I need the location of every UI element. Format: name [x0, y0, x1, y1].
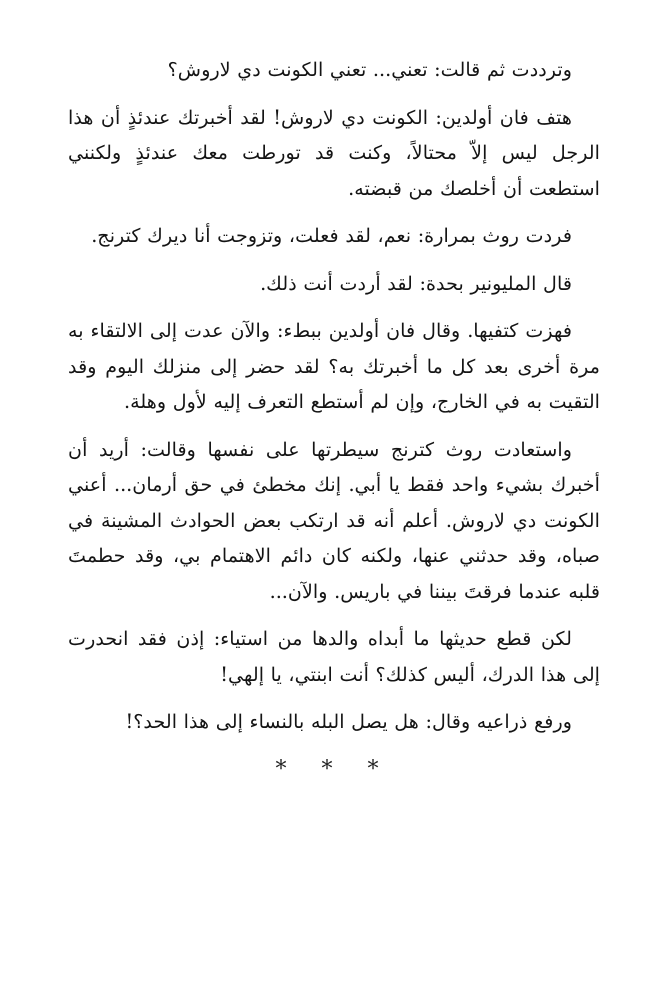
paragraph-6: واستعادت روث كترنج سيطرتها على نفسها وقالت: أريد أن أخبرك بشيء واحد فقط يا أبي. إنك مخطئ في حق أرمان... أعني الكونت دي لاروش. أعلم أنه قد ارتكب بعض الحوادث المشينة في صباه، وقد حدثني عنها، ولكنه كان دائم الاهتمام بي، وقد حطمتَ قلبه عندما فرقتَ بيننا في باريس. والآن...: [68, 437, 600, 603]
paragraph-4: قال المليونير بحدة: لقد أردت أنت ذلك.: [260, 271, 572, 295]
section-divider: * * *: [275, 756, 393, 782]
paragraph-8: ورفع ذراعيه وقال: هل يصل البله بالنساء إلى هذا الحد؟!: [125, 710, 572, 733]
paragraph-2: هتف فان أولدين: الكونت دي لاروش! لقد أخبرتك عندئذٍ أن هذا الرجل ليس إلاّ محتالاً، وكنت قد تورطت معك عندئذٍ ولكنني استطعت أن أخلصك من قبضته.: [68, 105, 600, 200]
paragraph-1: وترددت ثم قالت: تعني... تعني الكونت دي لاروش؟: [167, 58, 572, 81]
page-content: [68, 52, 600, 787]
paragraph-5: فهزت كتفيها. وقال فان أولدين ببطء: والآن عدت إلى الالتقاء به مرة أخرى بعد كل ما أخبرتك به؟ لقد حضر إلى منزلك اليوم وقد التقيت به في الخارج، وإن لم أستطع التعرف إليه لأول وهلة.: [68, 319, 600, 413]
paragraph-7: لكن قطع حديثها ما أبداه والدها من استياء: إذن فقد انحدرت إلى هذا الدرك، أليس كذلك؟ أنت ابنتي، يا إلهي!: [68, 627, 600, 686]
paragraph-3: فردت روث بمرارة: نعم، لقد فعلت، وتزوجت أنا ديرك كترنج.: [91, 224, 572, 247]
